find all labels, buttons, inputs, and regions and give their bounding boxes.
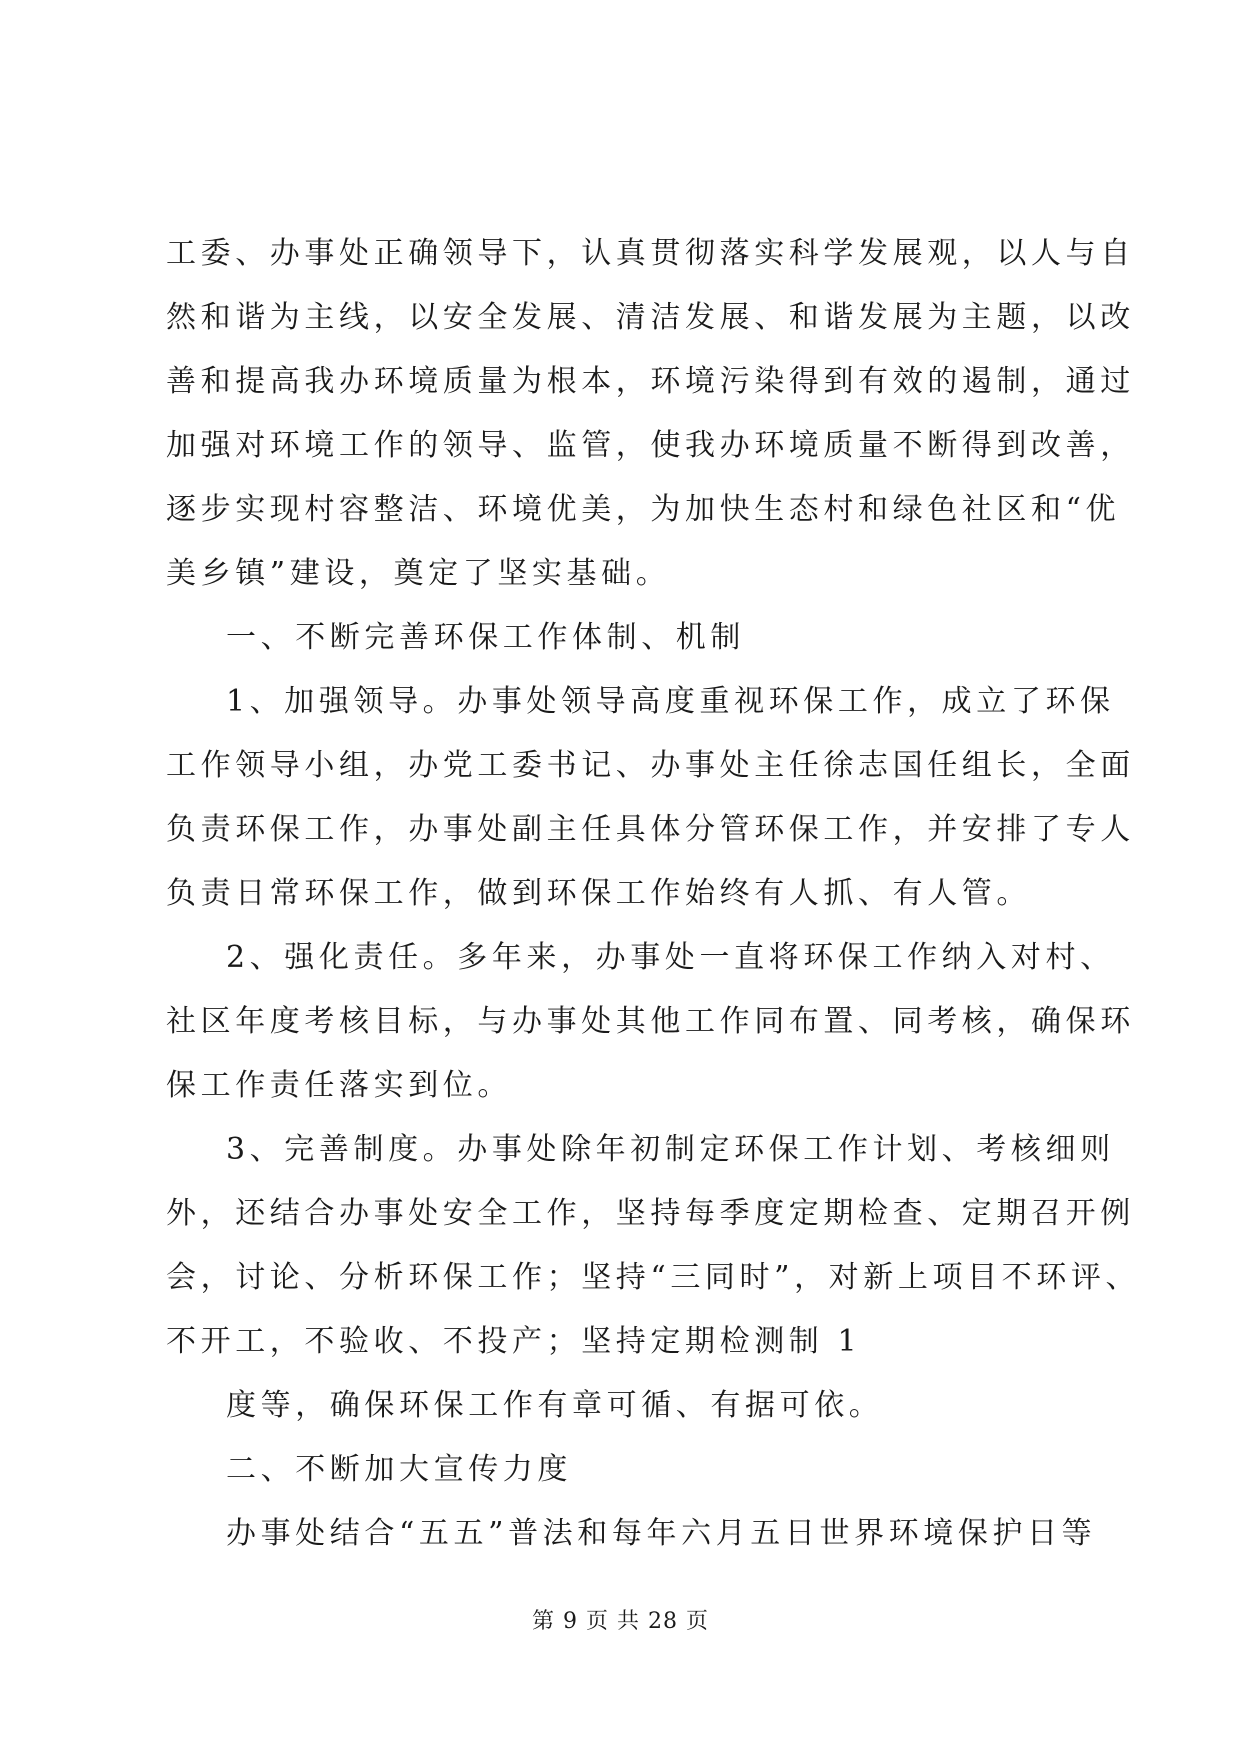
text-line: 二、不断加大宣传力度	[226, 1452, 572, 1487]
text-line: 办事处结合“五五”普法和每年六月五日世界环境保护日等	[226, 1516, 1097, 1551]
text-line: 美乡镇”建设，奠定了坚实基础。	[166, 556, 671, 591]
text-line: 一、不断完善环保工作体制、机制	[226, 620, 745, 655]
text-line: 会，讨论、分析环保工作；坚持“三同时”，对新上项目不环评、	[166, 1260, 1141, 1295]
text-line: 保工作责任落实到位。	[166, 1068, 512, 1103]
text-line: 负责日常环保工作，做到环保工作始终有人抓、有人管。	[166, 876, 1031, 911]
text-line: 工作领导小组，办党工委书记、办事处主任徐志国任组长，全面	[166, 748, 1135, 783]
page-footer: 第 9 页 共 28 页	[532, 1609, 709, 1634]
text-line: 不开工，不验收、不投产；坚持定期检测制 1	[166, 1324, 862, 1359]
text-line: 度等，确保环保工作有章可循、有据可依。	[226, 1388, 884, 1423]
text-line: 2、强化责任。多年来，办事处一直将环保工作纳入对村、	[226, 940, 1115, 975]
text-line: 然和谐为主线，以安全发展、清洁发展、和谐发展为主题，以改	[166, 300, 1135, 335]
text-line: 善和提高我办环境质量为根本，环境污染得到有效的遏制，通过	[166, 364, 1135, 399]
text-line: 1、加强领导。办事处领导高度重视环保工作，成立了环保	[226, 684, 1115, 719]
document-body	[166, 222, 1141, 1566]
text-line: 3、完善制度。办事处除年初制定环保工作计划、考核细则	[226, 1132, 1115, 1167]
text-line: 逐步实现村容整洁、环境优美，为加快生态村和绿色社区和“优	[166, 492, 1121, 527]
text-line: 负责环保工作，办事处副主任具体分管环保工作，并安排了专人	[166, 812, 1135, 847]
text-line: 社区年度考核目标，与办事处其他工作同布置、同考核，确保环	[166, 1004, 1135, 1039]
text-line: 加强对环境工作的领导、监管，使我办环境质量不断得到改善，	[166, 428, 1135, 463]
text-line: 工委、办事处正确领导下，认真贯彻落实科学发展观，以人与自	[166, 236, 1135, 271]
text-line: 外，还结合办事处安全工作，坚持每季度定期检查、定期召开例	[166, 1196, 1135, 1231]
